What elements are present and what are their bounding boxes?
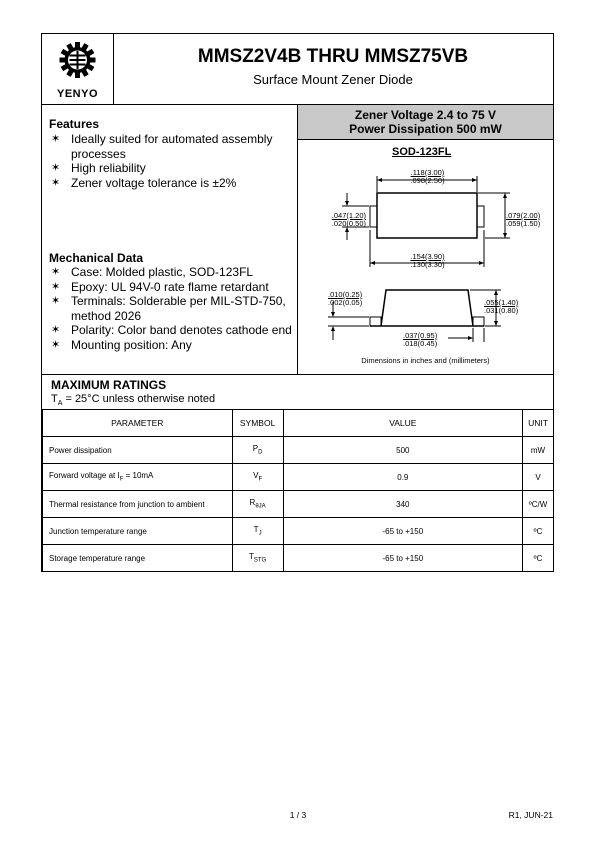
unit-cell: ºC xyxy=(523,545,554,572)
unit-cell: ºC/W xyxy=(523,491,554,518)
param-cell: Power dissipation xyxy=(43,437,233,464)
table-row xyxy=(43,518,554,545)
table-row xyxy=(43,491,554,518)
symbol-cell: $T_J$ xyxy=(232,518,283,545)
param-cell: Forward voltage at $I_F = 10mA$ xyxy=(43,464,233,491)
column-header: SYMBOL xyxy=(232,410,283,437)
list-item: ✶ Case: Molded plastic, SOD-123FL xyxy=(49,265,296,280)
table-row xyxy=(43,545,554,572)
list-item: ✶ Ideally suited for automated assembly processes xyxy=(49,132,276,161)
column-header: VALUE xyxy=(283,410,522,437)
unit-cell: mW xyxy=(523,437,554,464)
features-list xyxy=(49,132,294,190)
dimension-caption: Dimensions in inches and (millimeters) xyxy=(361,356,490,365)
page-number: 1 / 3 xyxy=(289,810,307,820)
dim-label: .055(1.40) xyxy=(484,298,519,307)
value-cell: -65 to +150 xyxy=(283,545,522,572)
dim-label: .059(1.50) xyxy=(506,219,541,228)
spec-box xyxy=(298,105,553,140)
logo-text: YENYO xyxy=(56,88,98,100)
dim-label: .154(3.90) xyxy=(410,252,445,261)
dim-label: .020(0.50) xyxy=(331,219,366,228)
symbol-cell: $V_F$ xyxy=(232,464,283,491)
value-cell: -65 to +150 xyxy=(283,518,522,545)
dim-label: .002(0.05) xyxy=(328,298,363,307)
ratings-table xyxy=(42,409,554,572)
list-item: ✶ Epoxy: UL 94V-0 rate flame retardant xyxy=(49,280,296,295)
dim-label: .118(3.00) xyxy=(410,168,445,177)
symbol-cell: $R_{\theta JA}$ xyxy=(232,491,283,518)
dim-label: .098(2.50) xyxy=(410,176,445,185)
value-cell: 340 xyxy=(283,491,522,518)
mechanical-section xyxy=(49,251,296,352)
features-title: Features xyxy=(49,117,100,131)
dim-label: .079(2.00) xyxy=(506,211,541,220)
ratings-divider xyxy=(42,374,553,375)
dim-label: .031(0.80) xyxy=(484,306,519,315)
ratings-title: MAXIMUM RATINGS xyxy=(51,378,167,392)
mechanical-title: Mechanical Data xyxy=(49,251,144,265)
table-row xyxy=(43,437,554,464)
param-cell: Storage temperature range xyxy=(43,545,233,572)
value-cell: 0.9 xyxy=(283,464,522,491)
table-header-row xyxy=(43,410,554,437)
list-item: ✶ Terminals: Solderable per MIL-STD-750, method 2026 xyxy=(49,294,291,323)
logo xyxy=(42,36,113,102)
column-header: PARAMETER xyxy=(43,410,233,437)
dim-label: .130(3.30) xyxy=(410,260,445,269)
gear-logo-icon xyxy=(42,36,113,86)
value-cell: 500 xyxy=(283,437,522,464)
column-header: UNIT xyxy=(523,410,554,437)
list-item: ✶ Mounting position: Any xyxy=(49,338,296,353)
spec-power: Power Dissipation 500 mW xyxy=(349,122,502,136)
spec-voltage: Zener Voltage 2.4 to 75 V xyxy=(354,108,497,122)
ratings-heading xyxy=(51,378,215,407)
dim-label: .018(0.45) xyxy=(403,339,438,348)
list-item: ✶ High reliability xyxy=(49,161,294,176)
package-name: SOD-123FL xyxy=(392,146,452,158)
features-section xyxy=(49,117,294,190)
mechanical-list xyxy=(49,265,296,352)
dim-label: .010(0.25) xyxy=(328,290,363,299)
dim-label: .037(0.95) xyxy=(403,331,438,340)
unit-cell: ºC xyxy=(523,518,554,545)
page-title: MMSZ2V4B THRU MMSZ75VB xyxy=(197,46,469,67)
page-subtitle: Surface Mount Zener Diode xyxy=(253,72,413,87)
symbol-cell: $T_{STG}$ xyxy=(232,545,283,572)
dim-label: .047(1.20) xyxy=(331,211,366,220)
symbol-cell: $P_D$ xyxy=(232,437,283,464)
ratings-condition: $T_A = 25^\circ C$ unless otherwise noted xyxy=(51,393,216,408)
unit-cell: V xyxy=(523,464,554,491)
table-row xyxy=(43,464,554,491)
revision-label: R1, JUN-21 xyxy=(508,810,553,820)
list-item: ✶ Zener voltage tolerance is ±2% xyxy=(49,176,294,191)
param-cell: Junction temperature range xyxy=(43,518,233,545)
list-item: ✶ Polarity: Color band denotes cathode end xyxy=(49,323,296,338)
param-cell: Thermal resistance from junction to ambient xyxy=(43,491,233,518)
